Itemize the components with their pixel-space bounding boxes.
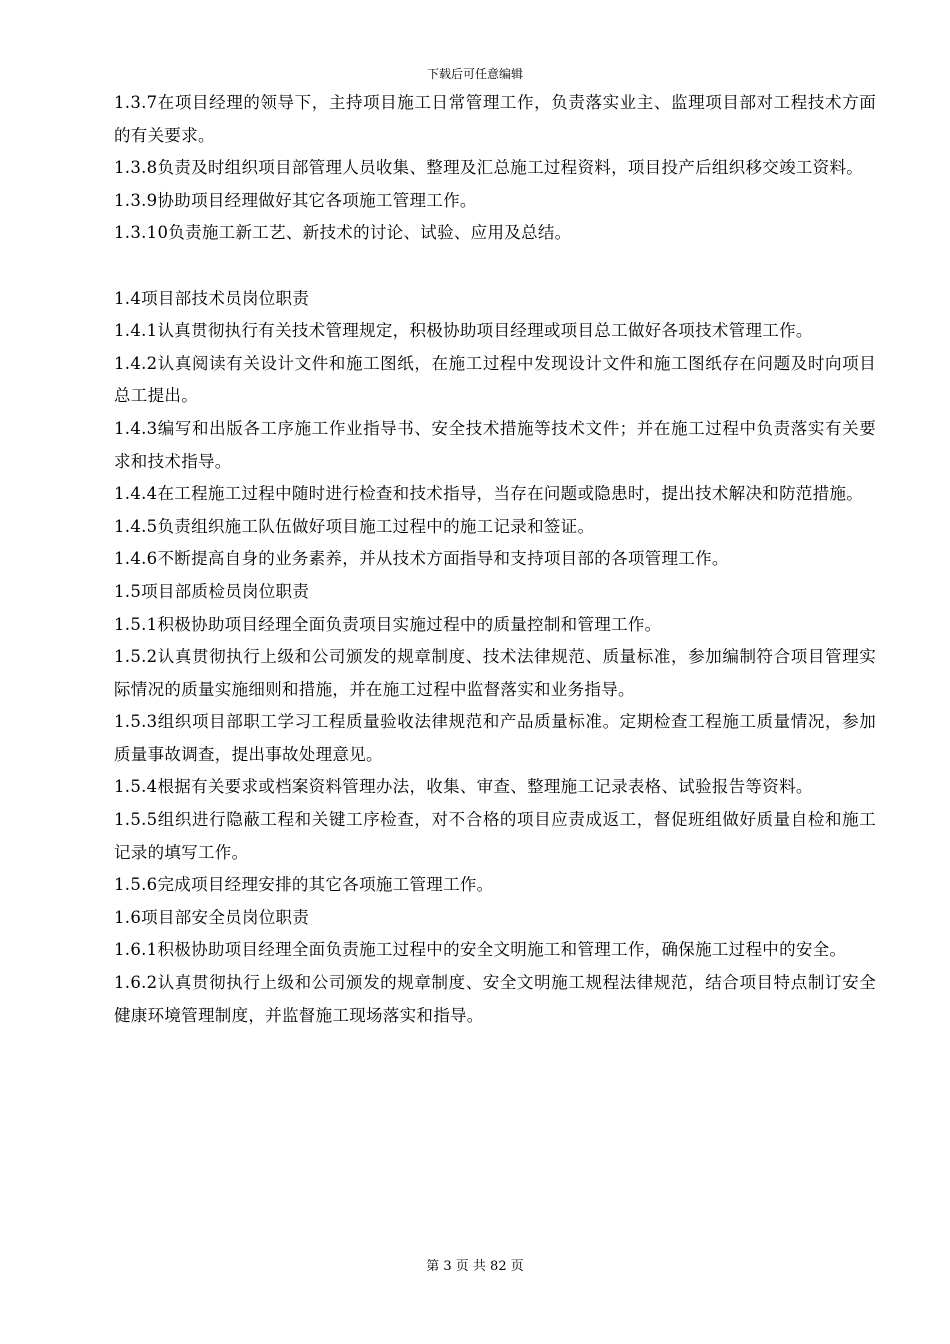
paragraph-1-4-6: 1.4.6不断提高自身的业务素养，并从技术方面指导和支持项目部的各项管理工作。 (114, 549, 729, 569)
blank-line (114, 250, 876, 283)
paragraph-1-5-1: 1.5.1积极协助项目经理全面负责项目实施过程中的质量控制和管理工作。 (114, 614, 662, 634)
paragraph-1-6-1: 1.6.1积极协助项目经理全面负责施工过程中的安全文明施工和管理工作，确保施工过程中的安全。 (114, 940, 847, 960)
page-header: 下载后可任意编辑 (426, 67, 523, 81)
paragraph-1-4-3: 1.4.3编写和出版各工序施工作业指导书、安全技术措施等技术文件；并在施工过程中负责落实有关要求和技术指导。 (114, 418, 876, 471)
paragraph-1-4-4: 1.4.4在工程施工过程中随时进行检查和技术指导，当存在问题或隐患时，提出技术解决和防范措施。 (114, 484, 864, 504)
paragraph-1-5-5: 1.5.5组织进行隐蔽工程和关键工序检查，对不合格的项目应责成返工，督促班组做好质量自检和施工记录的填写工作。 (114, 810, 876, 862)
paragraph-1-5-3: 1.5.3组织项目部职工学习工程质量验收法律规范和产品质量标准。定期检查工程施工质量情况，参加质量事故调查，提出事故处理意见。 (114, 712, 876, 764)
section-heading-1-5: 1.5项目部质检员岗位职责 (114, 581, 310, 601)
paragraph-1-3-7: 1.3.7在项目经理的领导下，主持项目施工日常管理工作，负责落实业主、监理项目部对工程技术方面的有关要求。 (114, 93, 876, 145)
paragraph-1-3-10: 1.3.10负责施工新工艺、新技术的讨论、试验、应用及总结。 (114, 223, 572, 243)
paragraph-1-5-4: 1.5.4根据有关要求或档案资料管理办法，收集、审查、整理施工记录表格、试验报告等资料。 (114, 777, 813, 797)
section-heading-1-6: 1.6项目部安全员岗位职责 (114, 907, 310, 927)
paragraph-1-4-2: 1.4.2认真阅读有关设计文件和施工图纸，在施工过程中发现设计文件和施工图纸存在问题及时向项目总工提出。 (114, 353, 876, 406)
section-heading-1-4: 1.4项目部技术员岗位职责 (114, 288, 310, 308)
paragraph-1-5-6: 1.5.6完成项目经理安排的其它各项施工管理工作。 (114, 875, 494, 895)
document-body (114, 87, 876, 1032)
paragraph-1-6-2: 1.6.2认真贯彻执行上级和公司颁发的规章制度、安全文明施工规程法律规范，结合项目特点制订安全健康环境管理制度，并监督施工现场落实和指导。 (114, 973, 876, 1025)
paragraph-1-3-8: 1.3.8负责及时组织项目部管理人员收集、整理及汇总施工过程资料，项目投产后组织移交竣工资料。 (114, 158, 864, 178)
paragraph-1-5-2: 1.5.2认真贯彻执行上级和公司颁发的规章制度、技术法律规范、质量标准，参加编制符合项目管理实际情况的质量实施细则和措施，并在施工过程中监督落实和业务指导。 (114, 647, 876, 699)
paragraph-1-3-9: 1.3.9协助项目经理做好其它各项施工管理工作。 (114, 190, 477, 210)
paragraph-1-4-5: 1.4.5负责组织施工队伍做好项目施工过程中的施工记录和签证。 (114, 516, 595, 536)
page-footer: 第 3 页 共 82 页 (426, 1259, 524, 1274)
paragraph-1-4-1: 1.4.1认真贯彻执行有关技术管理规定，积极协助项目经理或项目总工做好各项技术管理工作。 (114, 321, 813, 341)
